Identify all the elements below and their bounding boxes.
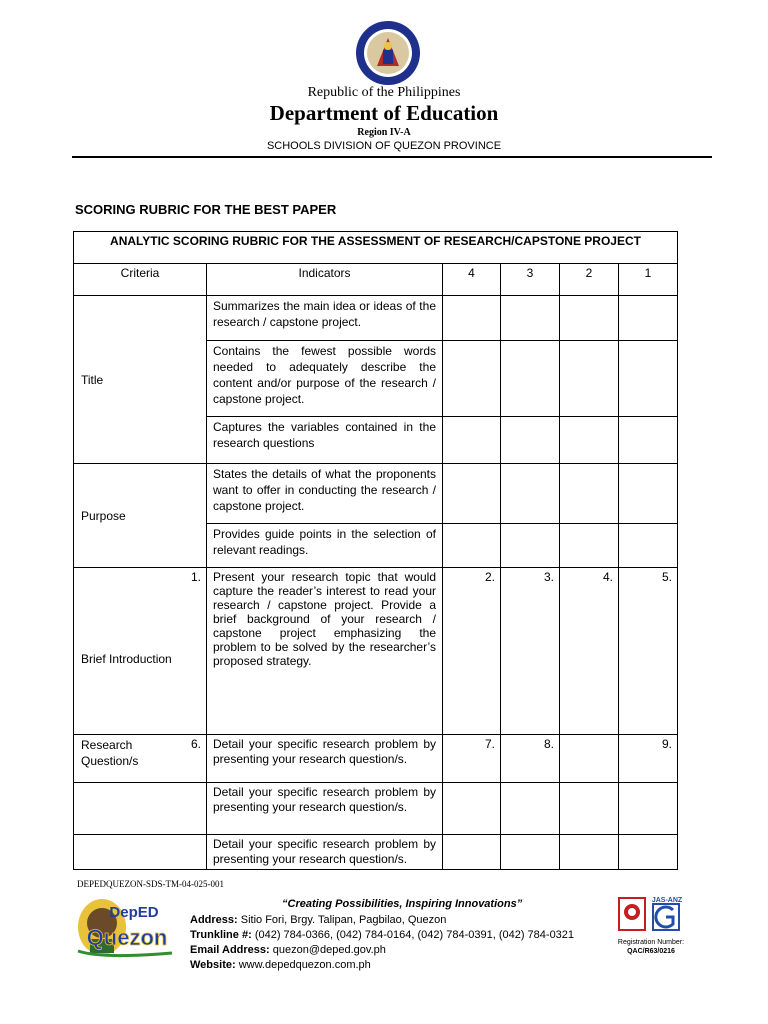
deped-seal-logo [355, 20, 421, 86]
indicator-cell: Detail your specific research problem by presenting your research question/s. [207, 783, 443, 835]
score-cell[interactable] [619, 783, 678, 835]
score-cell[interactable] [443, 296, 501, 341]
website-label: Website: [190, 959, 236, 971]
table-row [74, 464, 678, 524]
cert-reg-label: Registration Number: [617, 939, 685, 946]
score-cell[interactable] [501, 341, 560, 417]
score-cell[interactable] [501, 524, 560, 568]
indicator-cell: Provides guide points in the selection of relevant readings. [207, 524, 443, 568]
header-score-4: 4 [443, 264, 501, 296]
score-cell[interactable] [443, 464, 501, 524]
score-cell[interactable] [560, 341, 619, 417]
header-score-3: 3 [501, 264, 560, 296]
score-cell[interactable] [619, 524, 678, 568]
footer-website [190, 959, 371, 971]
indicator-cell: Summarizes the main idea or ideas of the research / capstone project. [207, 296, 443, 341]
email-link[interactable]: quezon@deped.gov.ph [272, 944, 386, 956]
criterion-purpose: Purpose [74, 464, 207, 568]
cert-reg-number: QAC/R63/0216 [627, 948, 675, 955]
score-cell[interactable]: 7. [443, 735, 501, 783]
indicator-text: Detail your specific research problem by presenting your research question/s. [213, 837, 436, 866]
criterion-title: Title [74, 296, 207, 464]
criterion-label: Brief Introduction [81, 652, 172, 666]
item-number: 6. [190, 737, 201, 751]
department-name: Department of Education [269, 101, 499, 125]
address-value: Sitio Fori, Brgy. Talipan, Pagbilao, Quezon [240, 914, 447, 926]
score-cell[interactable] [501, 783, 560, 835]
score-cell[interactable]: 2. [443, 568, 501, 735]
address-label: Address: [190, 914, 238, 926]
indicator-cell: Detail your specific research problem by presenting your research question/s. [207, 735, 443, 783]
document-title: SCORING RUBRIC FOR THE BEST PAPER [75, 202, 337, 217]
indicator-cell [207, 835, 443, 870]
score-cell[interactable]: 9. [619, 735, 678, 783]
score-cell[interactable] [443, 783, 501, 835]
score-cell[interactable] [560, 464, 619, 524]
footer-address [190, 914, 446, 926]
table-row [74, 735, 678, 783]
score-cell[interactable] [619, 464, 678, 524]
footer-trunkline [190, 929, 574, 941]
footer-email [190, 944, 386, 956]
score-cell[interactable] [560, 296, 619, 341]
criterion-brief-introduction [74, 568, 207, 735]
score-cell[interactable] [501, 835, 560, 870]
criterion-cell [74, 835, 207, 870]
division-label: SCHOOLS DIVISION OF QUEZON PROVINCE [266, 140, 502, 152]
table-header-row [74, 264, 678, 296]
score-cell[interactable] [560, 417, 619, 464]
criterion-cell [74, 783, 207, 835]
score-cell[interactable] [443, 835, 501, 870]
item-number: 1. [190, 570, 201, 584]
document-code: DEPEDQUEZON-SDS-TM-04-025-001 [77, 879, 224, 889]
score-cell[interactable]: 5. [619, 568, 678, 735]
indicator-cell: Present your research topic that would capture the reader’s interest to read your research / capstone project. Provide a brief background of your research / capstone project emphasizing the problem to be solved by the researcher’s proposed strategy. [207, 568, 443, 735]
score-cell[interactable] [501, 464, 560, 524]
website-link[interactable]: www.depedquezon.com.ph [238, 959, 371, 971]
trunkline-value: (042) 784-0366, (042) 784-0164, (042) 784-0391, (042) 784-0321 [254, 929, 575, 941]
table-row [74, 296, 678, 341]
score-cell[interactable]: 4. [560, 568, 619, 735]
table-row [74, 783, 678, 835]
score-cell[interactable] [560, 524, 619, 568]
footer-tagline: “Creating Possibilities, Inspiring Innovations” [282, 898, 523, 910]
score-cell[interactable] [619, 296, 678, 341]
logo-quezon-text: Quezon [86, 925, 168, 950]
criterion-research-questions [74, 735, 207, 783]
indicator-cell: Captures the variables contained in the research questions [207, 417, 443, 464]
logo-deped-text: DepED [109, 904, 159, 921]
region-label: Region IV-A [357, 127, 411, 138]
score-cell[interactable] [501, 296, 560, 341]
trunkline-label: Trunkline #: [190, 929, 252, 941]
indicator-cell: States the details of what the proponents want to offer in conducting the research / capstone project. [207, 464, 443, 524]
rubric-table [73, 231, 678, 870]
score-cell[interactable] [443, 341, 501, 417]
table-caption: ANALYTIC SCORING RUBRIC FOR THE ASSESSMENT OF RESEARCH/CAPSTONE PROJECT [74, 232, 678, 264]
indicator-cell: Contains the fewest possible words needed to adequately describe the content and/or purpose of the research / capstone project. [207, 341, 443, 417]
score-cell[interactable] [619, 835, 678, 870]
score-cell[interactable] [560, 735, 619, 783]
score-cell[interactable]: 3. [501, 568, 560, 735]
cert-org-text: JAS-ANZ [651, 897, 683, 904]
country-name: Republic of the Philippines [307, 85, 461, 100]
deped-quezon-logo [72, 887, 182, 961]
table-row [74, 835, 678, 870]
certification-badge [617, 894, 717, 960]
score-cell[interactable] [501, 417, 560, 464]
header-score-2: 2 [560, 264, 619, 296]
email-label: Email Address: [190, 944, 270, 956]
header-score-1: 1 [619, 264, 678, 296]
header-criteria: Criteria [74, 264, 207, 296]
criterion-label: Research Question/s [81, 738, 139, 768]
score-cell[interactable]: 8. [501, 735, 560, 783]
score-cell[interactable] [560, 835, 619, 870]
score-cell[interactable] [443, 524, 501, 568]
header-divider [72, 156, 712, 158]
score-cell[interactable] [443, 417, 501, 464]
score-cell[interactable] [619, 341, 678, 417]
score-cell[interactable] [619, 417, 678, 464]
table-row [74, 568, 678, 735]
header-indicators: Indicators [207, 264, 443, 296]
score-cell[interactable] [560, 783, 619, 835]
